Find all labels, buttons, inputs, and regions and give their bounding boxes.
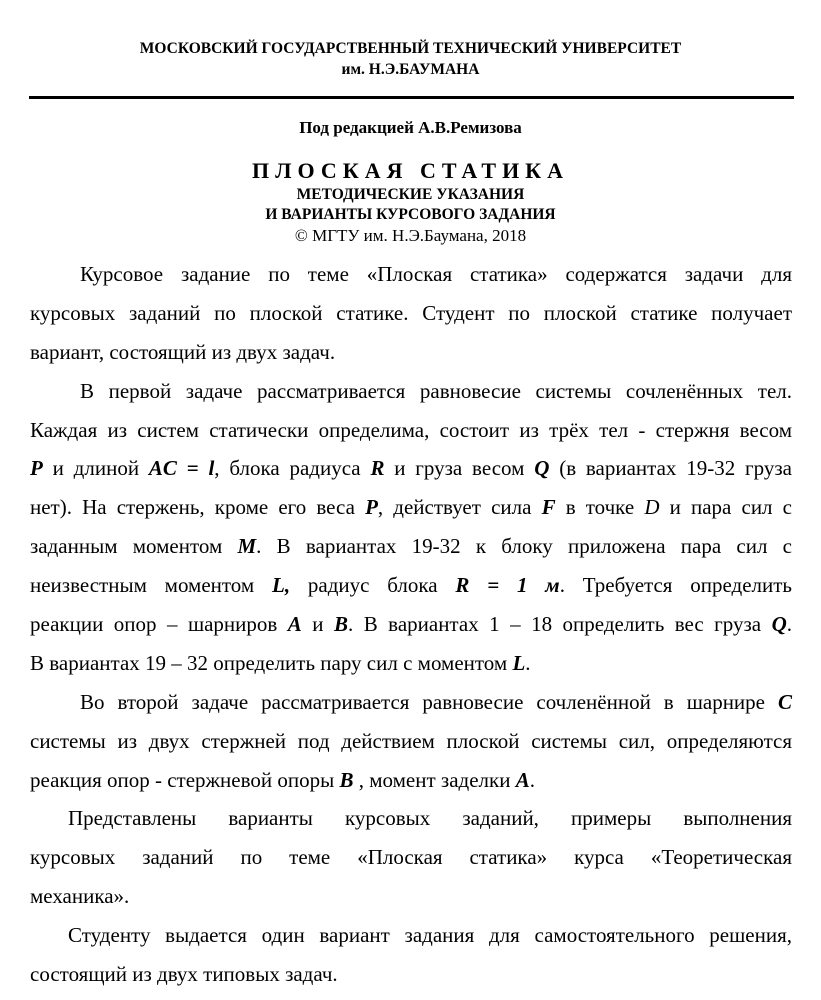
text-segment: . [525,650,531,675]
text-segment: реакция опор - стержневой опоры [30,767,340,792]
copyright: © МГТУ им. Н.Э.Баумана, 2018 [294,226,527,245]
text-segment: . Требуется определить [559,573,792,598]
text-segment: Курсовое задание по теме «Плоская статика» содержатся задачи для [80,262,792,286]
text-line [30,453,792,492]
document-title: ПЛОСКАЯ СТАТИКА [251,158,570,183]
variable-symbol: A [515,767,530,792]
paragraph [30,687,792,804]
text-segment: В вариантах 19 – 32 определить пару сил с моментом [30,650,513,675]
text-line [30,609,792,648]
editor-line: Под редакцией А.В.Ремизова [299,118,522,137]
variable-symbol: Q [534,456,550,481]
variable-symbol: L [512,650,526,675]
variable-symbol: B [333,612,348,637]
paragraph [30,376,792,687]
text-segment: и длиной [42,456,149,481]
text-line [30,726,792,765]
text-segment: Каждая из систем статически определима, состоит из трёх тел - стержня весом [30,417,792,442]
text-segment: . В вариантах 1 – 18 определить вес груза [348,612,772,637]
variable-symbol: C [777,689,792,714]
text-segment: системы из двух стержней под действием плоской системы сил, определяются [30,728,792,753]
text-segment: Во второй задаче рассматривается равновесие сочленённой в шарнире [80,689,778,714]
text-segment: . [529,767,535,792]
text-segment: . В вариантах 19-32 к блоку приложена пара сил с [256,534,792,559]
text-line [30,531,792,570]
text-line [30,415,792,454]
text-segment: состоящий из двух типовых задач. [30,962,338,987]
university-name-suffix: им. Н.Э.БАУМАНА [341,61,480,78]
subtitle-line-2: И ВАРИАНТЫ КУРСОВОГО ЗАДАНИЯ [265,206,556,223]
text-segment: , блока радиуса [214,456,371,481]
variable-symbol: R = 1 м [455,573,560,598]
text-segment: в точке [555,495,645,520]
variable-symbol: B [339,767,354,792]
text-segment: курсовых заданий по плоской статике. Студент по плоской статике получает [30,300,792,325]
text-line [30,881,792,920]
text-segment: неизвестным моментом [30,573,272,598]
text-segment: радиус блока [290,573,456,598]
text-segment: вариант, состоящий из двух задач. [30,339,336,364]
text-segment: и пара сил с [659,495,792,520]
variable-symbol: L, [272,573,291,598]
text-segment: и груза весом [384,456,535,481]
text-line [30,376,792,415]
text-segment: Представлены варианты курсовых заданий, примеры выполнения [68,806,792,831]
header-divider [29,96,794,99]
variable-symbol: F [541,495,556,520]
paragraph [30,920,792,998]
text-line [30,920,792,959]
text-segment: реакции опор – шарниров [30,612,288,637]
text-line [30,648,792,687]
text-segment: В первой задаче рассматривается равновесие системы сочленённых тел. [80,378,792,403]
variable-symbol: A [287,612,302,637]
variable-symbol: Q [771,612,787,637]
university-name: МОСКОВСКИЙ ГОСУДАРСТВЕННЫЙ ТЕХНИЧЕСКИЙ УНИВЕРСИТЕТ [139,40,682,57]
paragraph [30,259,792,376]
text-segment: Студенту выдается один вариант задания для самостоятельного решения, [68,923,792,948]
text-line [30,570,792,609]
document-body [30,259,792,998]
text-segment: механика». [30,884,130,909]
text-segment: и [301,612,334,637]
text-line [30,842,792,881]
text-segment: , момент заделки [353,767,516,792]
variable-symbol: M [237,534,257,559]
subtitle-line-1: МЕТОДИЧЕСКИЕ УКАЗАНИЯ [296,186,525,203]
text-segment: курсовых заданий по теме «Плоская статика» курса «Теоретическая [30,845,792,870]
variable-symbol: R [370,456,385,481]
text-line [30,492,792,531]
variable-symbol: AC = l [148,456,215,481]
text-line [30,337,792,376]
text-segment: . [786,612,793,637]
variable-symbol: P [365,495,378,520]
text-line [30,765,792,804]
text-segment: нет). На стержень, кроме его веса [30,495,366,520]
paragraph [30,803,792,920]
text-segment: (в вариантах 19-32 груза [549,456,792,481]
variable-symbol: D [644,495,660,520]
text-line [30,298,792,337]
text-segment: заданным моментом [30,534,238,559]
text-line [30,259,792,298]
text-line [30,803,792,842]
text-line [30,687,792,726]
variable-symbol: P [30,456,43,481]
text-segment: , действует сила [377,495,542,520]
text-line [30,959,792,998]
